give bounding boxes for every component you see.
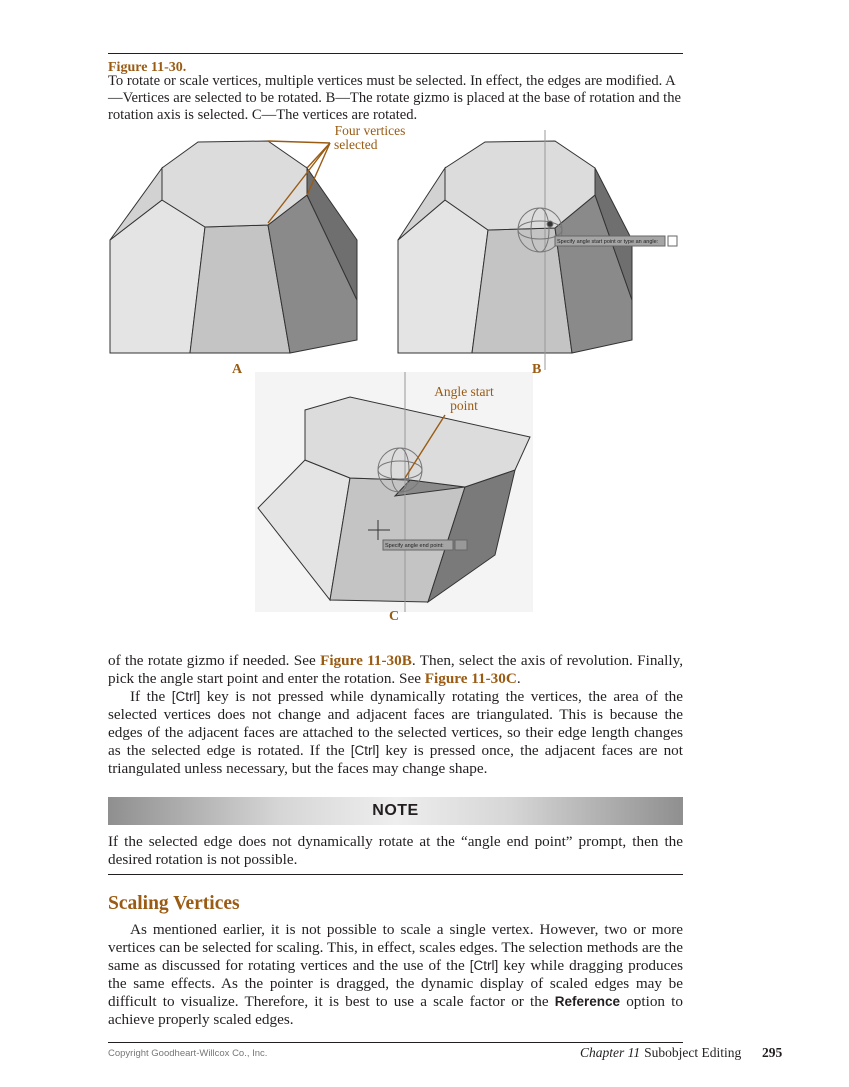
callout-c-line1: Angle start	[434, 384, 494, 399]
text: key is pressed once, the adjacent faces are not triangulated unless necessary, but the faces may change shape.	[108, 742, 683, 777]
text: . Then, select the axis of revolution. Finally, pick the angle start point and enter the rotation. See	[108, 652, 684, 687]
callout-c-line2: point	[450, 398, 478, 413]
callout-a-line2: selected	[334, 137, 378, 152]
figure-caption: To rotate or scale vertices, multiple vertices must be selected. In effect, the edges are modified. A—Vertices are selected to be rotated. B—The rotate gizmo is placed at the base of rotation and the rotation axis is selected. C—The vertices are rotated.	[108, 73, 681, 123]
body-text-1	[108, 652, 683, 778]
text: As mentioned earlier, it is not possible to scale a single vertex. However, two or more vertices can be selected for scaling. This, in effect, scales edges. The selection methods are the same as discussed for rotating vertices and the use of the	[108, 921, 683, 974]
note-text: If the selected edge does not dynamically rotate at the “angle end point” prompt, then the desired rotation is not possible.	[108, 833, 683, 868]
text: If the	[130, 688, 172, 705]
figure-ref-link[interactable]: Figure 11-30C	[424, 670, 517, 687]
note-heading: NOTE	[372, 802, 419, 819]
section-body	[108, 921, 683, 1029]
chapter-title: Subobject Editing	[644, 1045, 742, 1060]
chapter-label: Chapter 11	[580, 1045, 641, 1060]
footer-rule	[108, 1042, 683, 1043]
prompt-tooltip-b	[555, 236, 677, 246]
copyright: Copyright Goodheart-Willcox Co., Inc.	[108, 1048, 268, 1059]
chapter-info	[580, 1045, 741, 1061]
frustum-a	[110, 141, 357, 353]
page-number: 295	[762, 1045, 783, 1060]
prompt-c-text: Specify angle end point:	[385, 543, 444, 549]
section-title: Scaling Vertices	[108, 893, 240, 914]
text: of the rotate gizmo if needed. See	[108, 652, 321, 669]
reference-option: Reference	[554, 994, 621, 1009]
prompt-b-text: Specify angle start point or type an angle:	[557, 239, 659, 245]
text: key is not pressed while dynamically rotating the vertices, the area of the selected vertices does not change and adjacent faces are triangulated. This is because the edges of the adjacent faces are attached to the selected vertices, so their edge length changes as the selected edge is rotated. If the	[108, 688, 683, 759]
panel-label-c: C	[389, 609, 400, 624]
key-ctrl: [Ctrl]	[350, 743, 380, 758]
text: option to achieve properly scaled edges.	[108, 993, 683, 1028]
figure-ref-link[interactable]: Figure 11-30B	[320, 652, 412, 669]
text: .	[516, 670, 521, 687]
panel-label-a: A	[232, 362, 243, 377]
callout-angle-start	[425, 385, 503, 413]
callout-four-vertices	[328, 124, 412, 152]
frustum-b	[398, 141, 632, 353]
key-ctrl: [Ctrl]	[469, 958, 499, 973]
panel-label-b: B	[532, 362, 542, 377]
key-ctrl: [Ctrl]	[171, 689, 201, 704]
note-header	[108, 797, 683, 825]
text: key while dragging produces the same effects. As the pointer is dragged, the dynamic display of scaled edges may be difficult to visualize. Therefore, it is best to use a scale factor or the	[108, 957, 683, 1010]
callout-a-line1: Four vertices	[334, 123, 406, 138]
figure-title: Figure 11-30.	[108, 60, 187, 75]
note-bottom-rule	[108, 874, 683, 875]
